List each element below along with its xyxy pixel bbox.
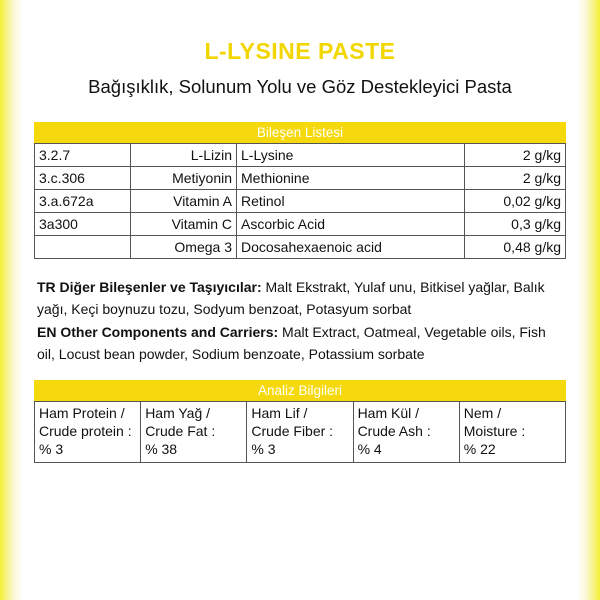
ingredients-header: Bileşen Listesi [34, 122, 566, 143]
ingredient-name-tr: L-Lizin [131, 144, 237, 167]
analysis-cell-fiber: Ham Lif / Crude Fiber : % 3 [247, 402, 353, 463]
ingredient-name-en: Ascorbic Acid [237, 213, 465, 236]
analysis-cell-ash: Ham Kül / Crude Ash : % 4 [353, 402, 459, 463]
ingredient-amount: 2 g/kg [464, 144, 565, 167]
ingredient-name-en: Methionine [237, 167, 465, 190]
analysis-cell-moisture: Nem / Moisture : % 22 [459, 402, 565, 463]
tr-other-text: Malt Ekstrakt, Yulaf unu, Bitkisel yağlar, Balık yağı, Keçi boynuzu tozu, Sodyum benzoat, Potasyum sorbat [37, 279, 545, 317]
product-subtitle: Bağışıklık, Solunum Yolu ve Göz Destekleyici Pasta [88, 76, 512, 97]
ingredient-name-tr: Vitamin C [131, 213, 237, 236]
analysis-cell-protein: Ham Protein / Crude protein : % 3 [35, 402, 141, 463]
ingredient-code: 3.a.672a [35, 190, 131, 213]
analysis-header: Analiz Bilgileri [34, 380, 566, 401]
ingredient-name-tr: Metiyonin [131, 167, 237, 190]
ingredient-name-tr: Vitamin A [131, 190, 237, 213]
ingredient-code [35, 236, 131, 259]
en-other-components [37, 321, 563, 365]
en-other-label: EN Other Components and Carriers: [37, 324, 279, 340]
ingredient-name-en: Docosahexaenoic acid [237, 236, 465, 259]
ingredient-code: 3a300 [35, 213, 131, 236]
table-row [35, 190, 566, 213]
ingredient-code: 3.c.306 [35, 167, 131, 190]
tr-other-components [37, 276, 563, 320]
product-title: L-LYSINE PASTE [204, 38, 396, 64]
en-other-text: Malt Extract, Oatmeal, Vegetable oils, Fish oil, Locust bean powder, Sodium benzoate, Potassium sorbate [37, 324, 546, 362]
ingredient-amount: 0,3 g/kg [464, 213, 565, 236]
analysis-cell-fat: Ham Yağ / Crude Fat : % 38 [141, 402, 247, 463]
ingredient-amount: 0,02 g/kg [464, 190, 565, 213]
ingredient-amount: 0,48 g/kg [464, 236, 565, 259]
ingredient-name-en: L-Lysine [237, 144, 465, 167]
tr-other-label: TR Diğer Bileşenler ve Taşıyıcılar: [37, 279, 262, 295]
ingredient-name-tr: Omega 3 [131, 236, 237, 259]
ingredients-table [34, 143, 566, 259]
table-row [35, 144, 566, 167]
table-row [35, 167, 566, 190]
analysis-table [34, 401, 566, 463]
table-row [35, 236, 566, 259]
table-row [35, 402, 566, 463]
ingredient-name-en: Retinol [237, 190, 465, 213]
ingredient-amount: 2 g/kg [464, 167, 565, 190]
table-row [35, 213, 566, 236]
ingredient-code: 3.2.7 [35, 144, 131, 167]
